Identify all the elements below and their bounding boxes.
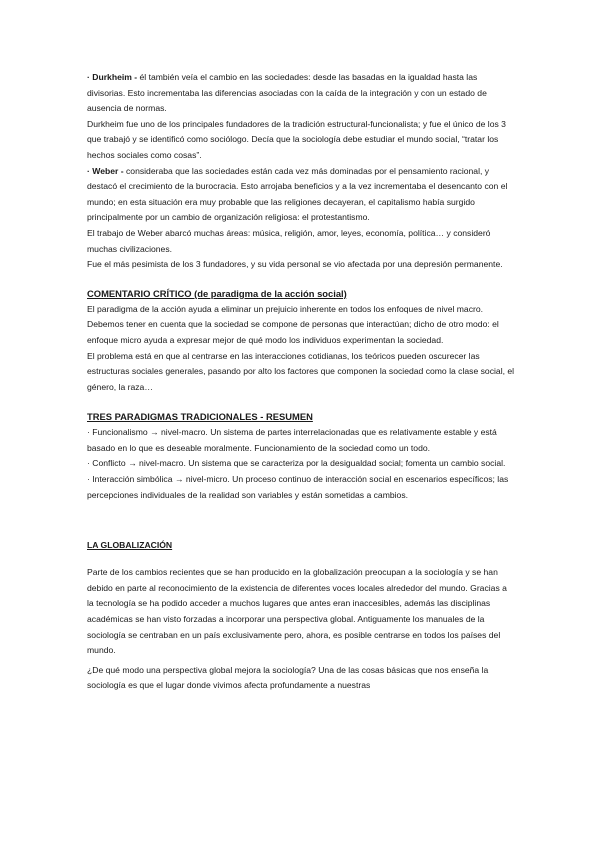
weber-text: consideraba que las sociedades están cada vez más dominadas por el pensamiento racional, y destacó el crecimiento de la burocracia. Esto arrojaba beneficios y a la vez incrementaba el desencanto con el mundo; en esta situación era muy probable que las religiones decayeran, el capitalismo había surgido principalmente por un cambio de organización religiosa: el protestantismo. bbox=[87, 165, 508, 223]
paradigma-interaccion: · Interacción simbólica → nivel-micro. Un proceso continuo de interacción social en escenarios específicos; las percepciones individuales de la realidad son variables y están sometidas a cambios. bbox=[87, 474, 509, 500]
paradigma-funcionalismo: · Funcionalismo → nivel-macro. Un sistema de partes interrelacionadas que es relativamente estable y está basado en lo que es deseable moralmente. Funcionamiento de la sociedad como un todo. bbox=[87, 427, 497, 453]
durkheim-text: él también veía el cambio en las sociedades: desde las basadas en la igualdad hasta las divisorias. Esto incrementaba las diferencias asociadas con la caída de la integración y con un estado de ausencia de normas. bbox=[87, 72, 487, 114]
comentario-paragraph-2: El problema está en que al centrarse en las interacciones cotidianas, los teóricos pueden oscurecer las estructuras sociales generales, pasando por alto los factores que componen la sociedad como la clase social, el género, la raza… bbox=[87, 350, 515, 392]
globalizacion-heading: LA GLOBALIZACIÓN bbox=[87, 540, 173, 551]
durkheim-paragraph bbox=[87, 70, 515, 117]
weber-name: · Weber - bbox=[87, 165, 126, 176]
comentario-heading: COMENTARIO CRÍTICO (de paradigma de la acción social) bbox=[87, 287, 347, 299]
globalizacion-paragraph-2: ¿De qué modo una perspectiva global mejora la sociología? Una de las cosas básicas que nos enseña la sociología es que el lugar donde vivimos afecta profundamente a nuestras bbox=[87, 664, 489, 691]
durkheim-name: · Durkheim - bbox=[87, 72, 140, 82]
paradigma-conflicto: · Conflicto → nivel-macro. Un sistema que se caracteriza por la desigualdad social; fomenta un cambio social. bbox=[87, 458, 506, 469]
paradigmas-heading: TRES PARADIGMAS TRADICIONALES - RESUMEN bbox=[87, 411, 313, 423]
weber-paragraph bbox=[87, 164, 515, 226]
weber-pessimist-paragraph: Fue el más pesimista de los 3 fundadores, y su vida personal se vio afectada por una depresión permanente. bbox=[87, 259, 503, 270]
comentario-paragraph-1: El paradigma de la acción ayuda a eliminar un prejuicio inherente en todos los enfoques de nivel macro. Debemos tener en cuenta que la sociedad se compone de personas que interactúan; dicho de otro modo: el enfoque micro ayuda a expresar mejor de qué modo los individuos experimentan la sociedad. bbox=[87, 303, 499, 345]
document-body bbox=[87, 70, 515, 694]
weber-areas-paragraph: El trabajo de Weber abarcó muchas áreas: música, religión, amor, leyes, economía, política… y consideró muchas civilizaciones. bbox=[87, 227, 491, 254]
globalizacion-paragraph-1: Parte de los cambios recientes que se han producido en la globalización preocupan a la sociología y se han debido en parte al reconocimiento de la existencia de diferentes voces locales alrededor del mundo. Gracias a la tecnología se ha podido acceder a muchos lugares que antes eran inaccesibles, además las disciplinas académicas se han visto forzadas a incorporar una perspectiva global. Antiguamente los manuales de la sociología se centraban en un país exclusivamente pero, ahora, es posible centrarse en todos los países del mundo. bbox=[87, 567, 507, 656]
durkheim-more-paragraph: Durkheim fue uno de los principales fundadores de la tradición estructural-funcionalista; y fue el único de los 3 que trabajó y se identificó como sociólogo. Decía que la sociología debe estudiar el mundo social, “tratar los hechos sociales como cosas”. bbox=[87, 118, 506, 160]
